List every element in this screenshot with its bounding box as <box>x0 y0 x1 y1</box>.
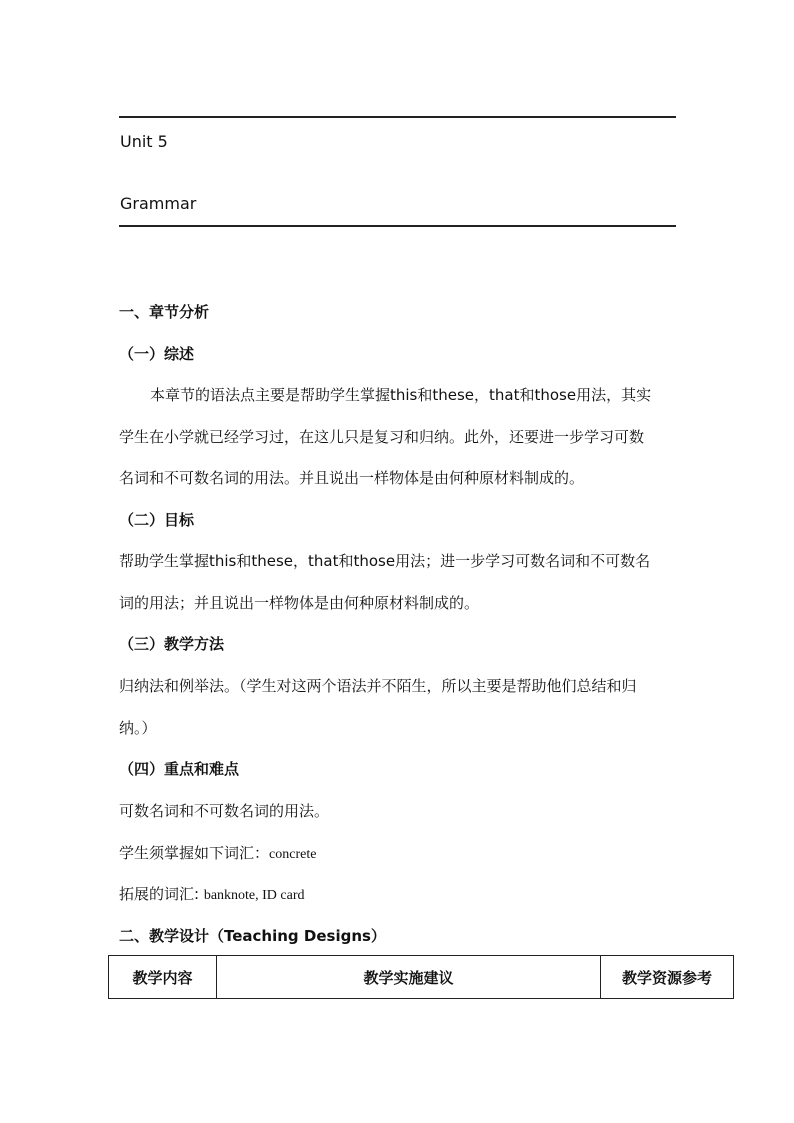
extended-vocabulary-value: banknote, ID card <box>203 888 305 903</box>
subheading-key-points: （四）重点和难点 <box>119 760 240 778</box>
subheading-overview: （一）综述 <box>119 345 195 363</box>
vocabulary-line <box>119 843 316 865</box>
vocabulary-value: concrete <box>269 847 317 862</box>
header-top-rule <box>119 116 676 118</box>
table-header-resources: 教学资源参考 <box>601 956 734 999</box>
overview-line-3: 名词和不可数名词的用法。并且说出一样物体是由何种原材料制成的。 <box>119 469 585 487</box>
key-points-line: 可数名词和不可数名词的用法。 <box>119 802 330 820</box>
goals-line-1: 帮助学生掌握this和these，that和those用法；进一步学习可数名词和不可数名 <box>119 552 651 570</box>
topic-title: Grammar <box>120 194 197 213</box>
header-bottom-rule <box>119 225 676 227</box>
unit-title: Unit 5 <box>120 132 168 151</box>
subheading-methods: （三）教学方法 <box>119 635 225 653</box>
vocabulary-label: 学生须掌握如下词汇： <box>119 844 270 862</box>
table-header-row <box>109 956 734 999</box>
section-heading-analysis: 一、章节分析 <box>119 303 210 321</box>
methods-line-1: 归纳法和例举法。（学生对这两个语法并不陌生，所以主要是帮助他们总结和归 <box>119 677 637 695</box>
methods-line-2: 纳。） <box>119 719 157 737</box>
subheading-goals: （二）目标 <box>119 511 195 529</box>
overview-line-1: 本章节的语法点主要是帮助学生掌握this和these，that和those用法，其实 <box>150 386 652 404</box>
section-heading-teaching-designs: 二、教学设计（Teaching Designs） <box>119 927 386 945</box>
table-header-suggestions: 教学实施建议 <box>217 956 601 999</box>
overview-line-2: 学生在小学就已经学习过，在这儿只是复习和归纳。此外，还要进一步学习可数 <box>119 428 645 446</box>
extended-vocabulary-label: 拓展的词汇: <box>119 885 204 903</box>
table-header-content: 教学内容 <box>109 956 217 999</box>
teaching-design-table <box>108 955 734 999</box>
goals-line-2: 词的用法；并且说出一样物体是由何种原材料制成的。 <box>119 594 480 612</box>
extended-vocabulary-line <box>119 884 305 906</box>
